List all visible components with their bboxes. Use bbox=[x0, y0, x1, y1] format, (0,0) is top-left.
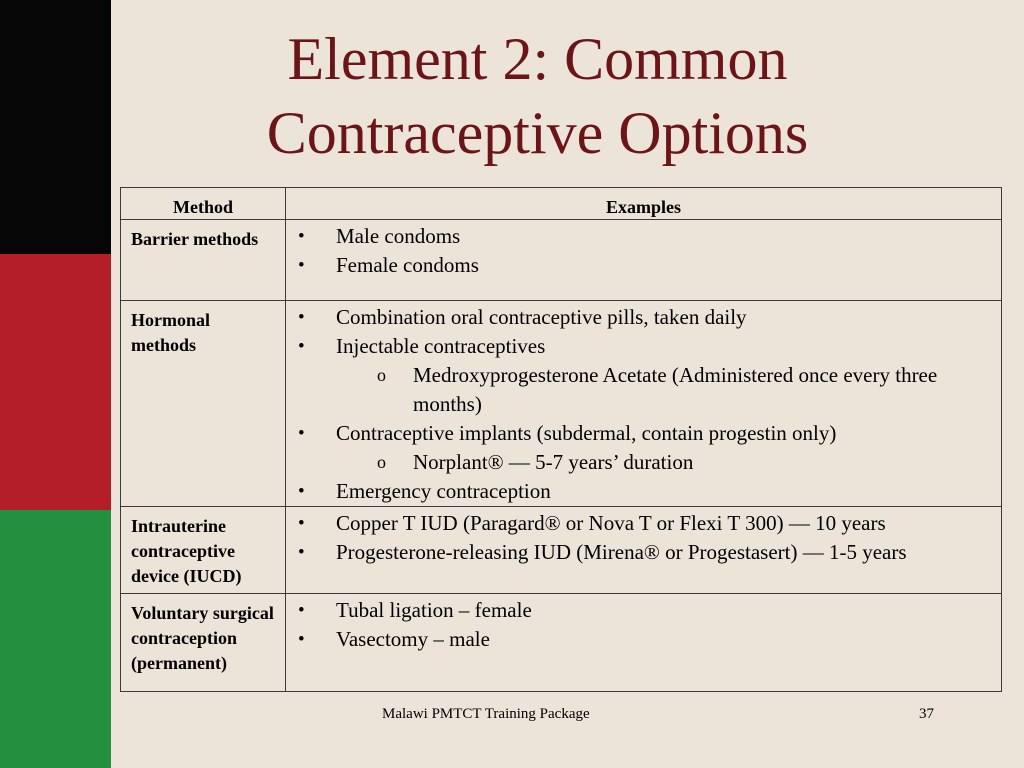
examples-cell bbox=[286, 301, 1002, 507]
list-item: • Female condoms bbox=[286, 251, 1001, 280]
table-row-surgical bbox=[121, 594, 1002, 692]
example-list bbox=[286, 301, 1001, 506]
list-item: • Vasectomy – male bbox=[286, 625, 1001, 654]
sub-list-item: o Medroxyprogesterone Acetate (Administered once every three months) bbox=[336, 361, 1001, 419]
slide-number: 37 bbox=[919, 706, 934, 722]
list-item: • Progesterone-releasing IUD (Mirena® or Progestasert) — 1-5 years bbox=[286, 538, 1001, 567]
sub-list bbox=[336, 448, 1001, 477]
method-cell: Intrauterine contraceptive device (IUCD) bbox=[121, 507, 286, 594]
list-item: • Emergency contraception bbox=[286, 477, 1001, 506]
method-cell: Hormonal methods bbox=[121, 301, 286, 507]
sub-list bbox=[336, 361, 1001, 419]
example-list bbox=[286, 220, 1001, 280]
list-item: • Combination oral contraceptive pills, taken daily bbox=[286, 303, 1001, 332]
list-item: • Male condoms bbox=[286, 222, 1001, 251]
header-examples: Examples bbox=[286, 188, 1002, 220]
footer-text: Malawi PMTCT Training Package bbox=[382, 706, 590, 722]
table-header-row bbox=[121, 188, 1002, 220]
examples-cell bbox=[286, 220, 1002, 301]
contraceptive-options-table bbox=[120, 187, 1002, 692]
list-item: • Copper T IUD (Paragard® or Nova T or Flexi T 300) — 10 years bbox=[286, 509, 1001, 538]
flag-stripe-red bbox=[0, 254, 111, 510]
example-list bbox=[286, 594, 1001, 654]
list-item bbox=[286, 419, 1001, 477]
method-cell: Barrier methods bbox=[121, 220, 286, 301]
title-line-2: Contraceptive Options bbox=[266, 100, 809, 166]
examples-cell bbox=[286, 507, 1002, 594]
table-row-barrier bbox=[121, 220, 1002, 301]
list-item-text: Contraceptive implants (subdermal, contain progestin only) bbox=[336, 421, 837, 445]
list-item-text: Injectable contraceptives bbox=[336, 334, 546, 358]
table-row-iucd bbox=[121, 507, 1002, 594]
title-line-1: Element 2: Common bbox=[287, 26, 788, 92]
list-item bbox=[286, 332, 1001, 419]
example-list bbox=[286, 507, 1001, 567]
header-method: Method bbox=[121, 188, 286, 220]
flag-stripe-green bbox=[0, 510, 111, 768]
method-cell: Voluntary surgical contraception (permanent) bbox=[121, 594, 286, 692]
sub-list-item: o Norplant® — 5-7 years’ duration bbox=[336, 448, 1001, 477]
slide-title bbox=[111, 22, 964, 170]
flag-stripe-black bbox=[0, 0, 111, 254]
table-row-hormonal bbox=[121, 301, 1002, 507]
list-item: • Tubal ligation – female bbox=[286, 596, 1001, 625]
examples-cell bbox=[286, 594, 1002, 692]
